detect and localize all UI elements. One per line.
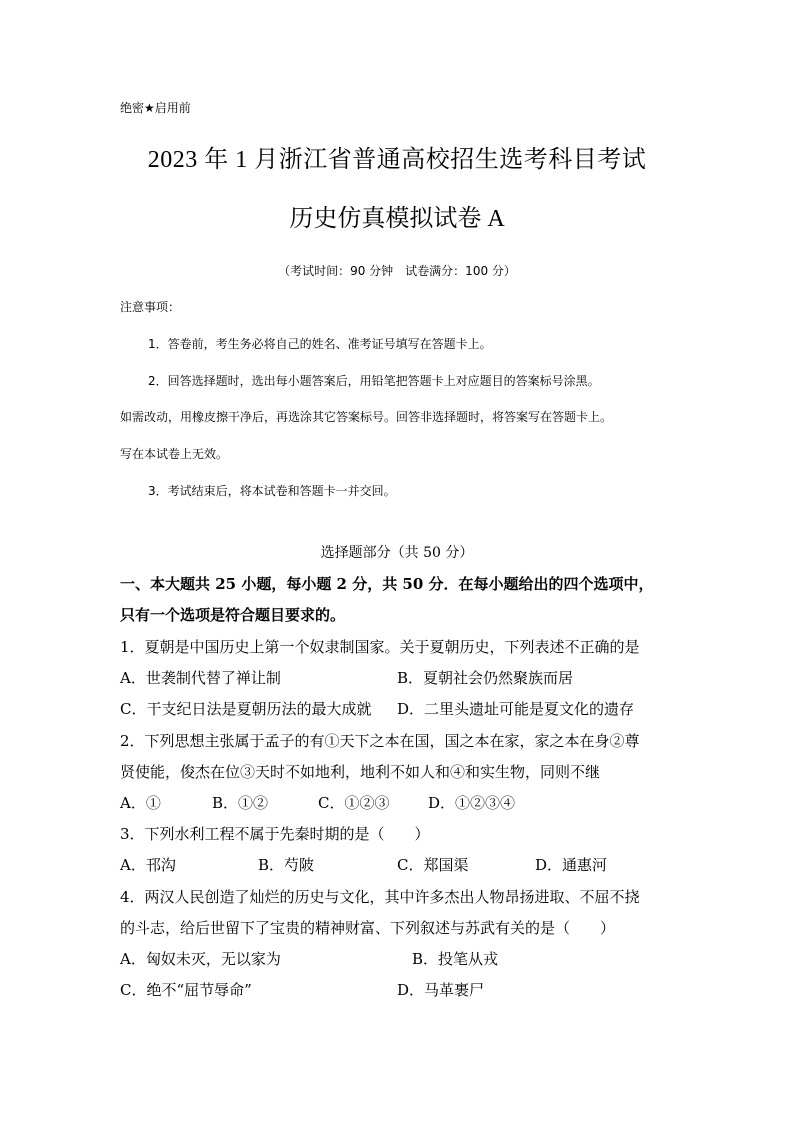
- exam-subtitle: 历史仿真模拟试卷 A: [289, 206, 505, 232]
- question-1-stem: 1．夏朝是中国历史上第一个奴隶制国家。关于夏朝历史，下列表述不正确的是: [120, 638, 640, 656]
- note-item-2-line3: 写在本试卷上无效。: [120, 447, 229, 461]
- question-2-option-d: D．①②③④: [428, 794, 516, 812]
- question-1-option-a: A．世袭制代替了禅让制: [120, 669, 281, 687]
- question-1-option-b: B．夏朝社会仍然聚族而居: [397, 669, 574, 687]
- note-item-1: 1．答卷前，考生务必将自己的姓名、准考证号填写在答题卡上。: [148, 337, 492, 351]
- question-1-option-c: C．干支纪日法是夏朝历法的最大成就: [120, 700, 372, 718]
- question-2-option-b: B．①②: [212, 794, 269, 812]
- question-2-stem-line2: 贤使能，俊杰在位③天时不如地利，地利不如人和④和实生物，同则不继: [120, 763, 601, 781]
- question-4-option-a: A．匈奴未灭，无以家为: [120, 950, 281, 968]
- note-item-2-line2: 如需改动，用橡皮擦干净后，再选涂其它答案标号。回答非选择题时，将答案写在答题卡上。: [120, 410, 613, 424]
- exam-info: （考试时间：90 分钟 试卷满分：100 分）: [278, 264, 516, 278]
- question-3-stem: 3．下列水利工程不属于先秦时期的是（ ）: [120, 825, 430, 843]
- confidential-mark: 绝密★启用前: [120, 101, 191, 115]
- question-3-option-c: C．郑国渠: [397, 856, 469, 874]
- question-2-option-c: C．①②③: [318, 794, 390, 812]
- section-heading-line2: 只有一个选项是符合题目要求的。: [120, 606, 346, 624]
- question-3-option-a: A．邗沟: [120, 856, 176, 874]
- question-2-option-a: A．①: [120, 794, 161, 812]
- section-title: 选择题部分（共 50 分）: [320, 545, 474, 561]
- note-item-3: 3．考试结束后，将本试卷和答题卡一并交回。: [148, 484, 396, 498]
- exam-title: 2023 年 1 月浙江省普通高校招生选考科目考试: [147, 147, 647, 173]
- notes-heading: 注意事项：: [120, 300, 181, 314]
- question-3-option-b: B．芍陂: [258, 856, 315, 874]
- question-4-option-b: B．投笔从戎: [412, 950, 499, 968]
- question-4-option-c: C．绝不“屈节辱命”: [120, 981, 252, 999]
- question-2-stem-line1: 2．下列思想主张属于孟子的有①天下之本在国，国之本在家，家之本在身②尊: [120, 732, 640, 750]
- note-item-2-line1: 2．回答选择题时，选出每小题答案后，用铅笔把答题卡上对应题目的答案标号涂黑。: [148, 374, 600, 388]
- section-heading-line1: 一、本大题共 25 小题，每小题 2 分，共 50 分．在每小题给出的四个选项中，: [120, 575, 654, 593]
- question-4-option-d: D．马革裹尸: [397, 981, 485, 999]
- question-4-stem-line2: 的斗志，给后世留下了宝贵的精神财富、下列叙述与苏武有关的是（ ）: [120, 919, 616, 937]
- question-3-option-d: D．通惠河: [535, 856, 608, 874]
- question-1-option-d: D．二里头遗址可能是夏文化的遗存: [397, 700, 635, 718]
- question-4-stem-line1: 4．两汉人民创造了灿烂的历史与文化，其中许多杰出人物昂扬进取、不屈不挠: [120, 888, 640, 906]
